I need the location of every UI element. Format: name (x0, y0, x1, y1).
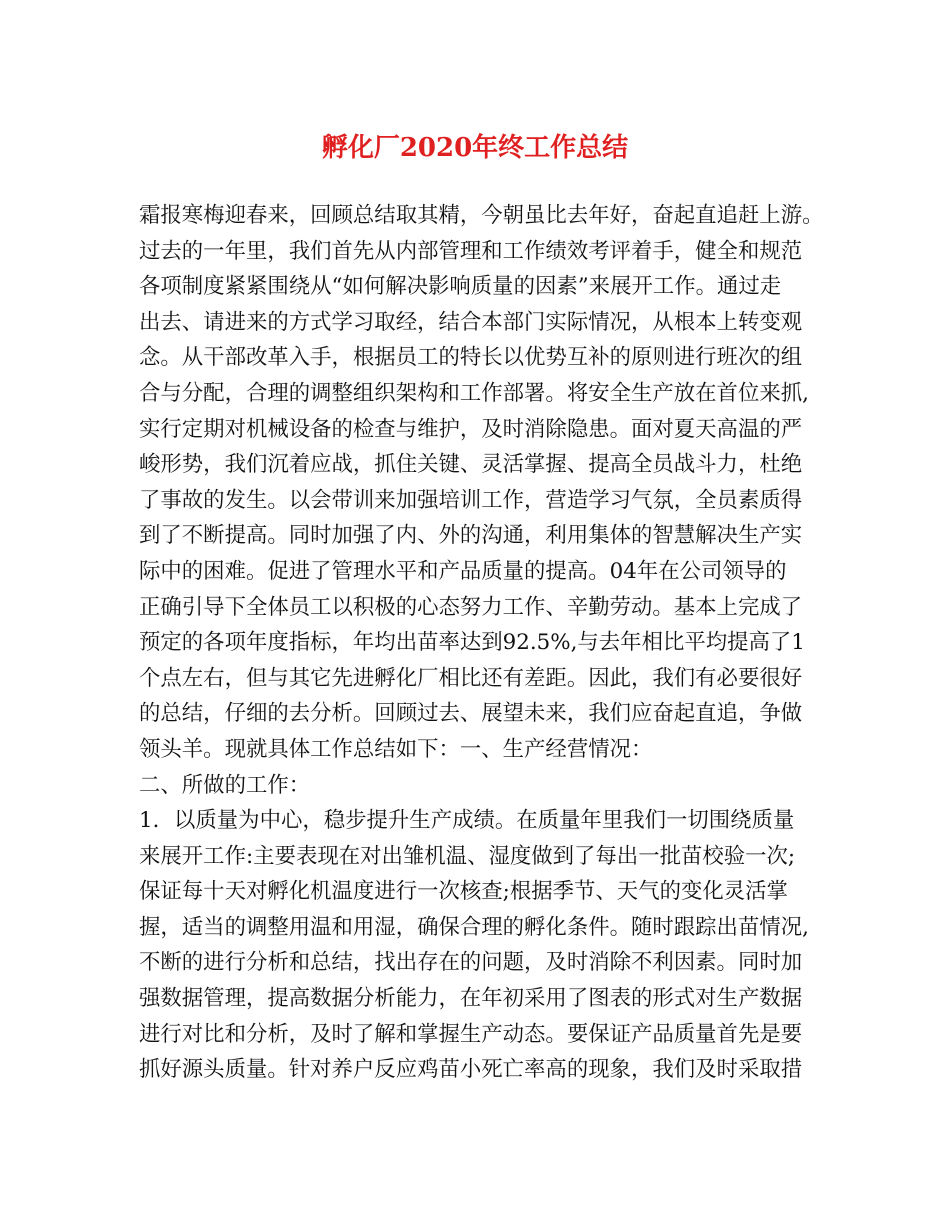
body-line: 进行对比和分析，及时了解和掌握生产动态。要保证产品质量首先是要 (139, 1021, 803, 1047)
body-line: 实行定期对机械设备的检查与维护，及时消除隐患。面对夏天高温的严 (139, 416, 803, 442)
body-line: 过去的一年里，我们首先从内部管理和工作绩效考评着手，健全和规范 (139, 238, 803, 264)
body-line: 合与分配，合理的调整组织架构和工作部署。将安全生产放在首位来抓, (139, 380, 809, 406)
body-line: 霜报寒梅迎春来，回顾总结取其精，今朝虽比去年好，奋起直追赶上游。 (139, 203, 824, 228)
body-line: 1．以质量为中心，稳步提升生产成绩。在质量年里我们一切围绕质量 (139, 808, 795, 834)
body-line: 不断的进行分析和总结，找出存在的问题，及时消除不利因素。同时加 (139, 950, 803, 976)
body-line: 二、所做的工作： (139, 772, 311, 798)
body-line: 峻形势，我们沉着应战，抓住关键、灵活掌握、提高全员战斗力，杜绝 (139, 452, 803, 478)
body-line: 强数据管理，提高数据分析能力，在年初采用了图表的形式对生产数据 (139, 986, 803, 1012)
body-line: 正确引导下全体员工以积极的心态努力工作、辛勤劳动。基本上完成了 (139, 594, 803, 620)
document-title: 孵化厂2020年终工作总结 (321, 133, 629, 163)
body-line: 个点左右，但与其它先进孵化厂相比还有差距。因此，我们有必要很好 (139, 665, 803, 691)
body-line: 保证每十天对孵化机温度进行一次核查;根据季节、天气的变化灵活掌 (139, 879, 788, 905)
body-line: 抓好源头质量。针对养户反应鸡苗小死亡率高的现象，我们及时采取措 (139, 1057, 803, 1083)
body-line: 到了不断提高。同时加强了内、外的沟通，利用集体的智慧解决生产实 (139, 523, 803, 549)
body-line: 念。从干部改革入手，根据员工的特长以优势互补的原则进行班次的组 (139, 345, 803, 371)
body-line: 际中的困难。促进了管理水平和产品质量的提高。04年在公司领导的 (139, 558, 787, 584)
body-line: 领头羊。现就具体工作总结如下：一、生产经营情况： (139, 736, 653, 762)
body-line: 预定的各项年度指标，年均出苗率达到92.5%,与去年相比平均提高了1 (139, 630, 805, 656)
body-line: 握，适当的调整用温和用湿，确保合理的孵化条件。随时跟踪出苗情况, (139, 914, 809, 940)
body-line: 来展开工作:主要表现在对出雏机温、湿度做到了每出一批苗校验一次; (139, 843, 796, 869)
body-line: 的总结，仔细的去分析。回顾过去、展望未来，我们应奋起直追，争做 (139, 701, 803, 727)
body-line: 出去、请进来的方式学习取经，结合本部门实际情况，从根本上转变观 (139, 309, 803, 335)
body-line: 各项制度紧紧围绕从“如何解决影响质量的因素”来展开工作。通过走 (139, 274, 782, 300)
body-line: 了事故的发生。以会带训来加强培训工作，营造学习气氛，全员素质得 (139, 487, 803, 513)
document-body (139, 198, 829, 1088)
